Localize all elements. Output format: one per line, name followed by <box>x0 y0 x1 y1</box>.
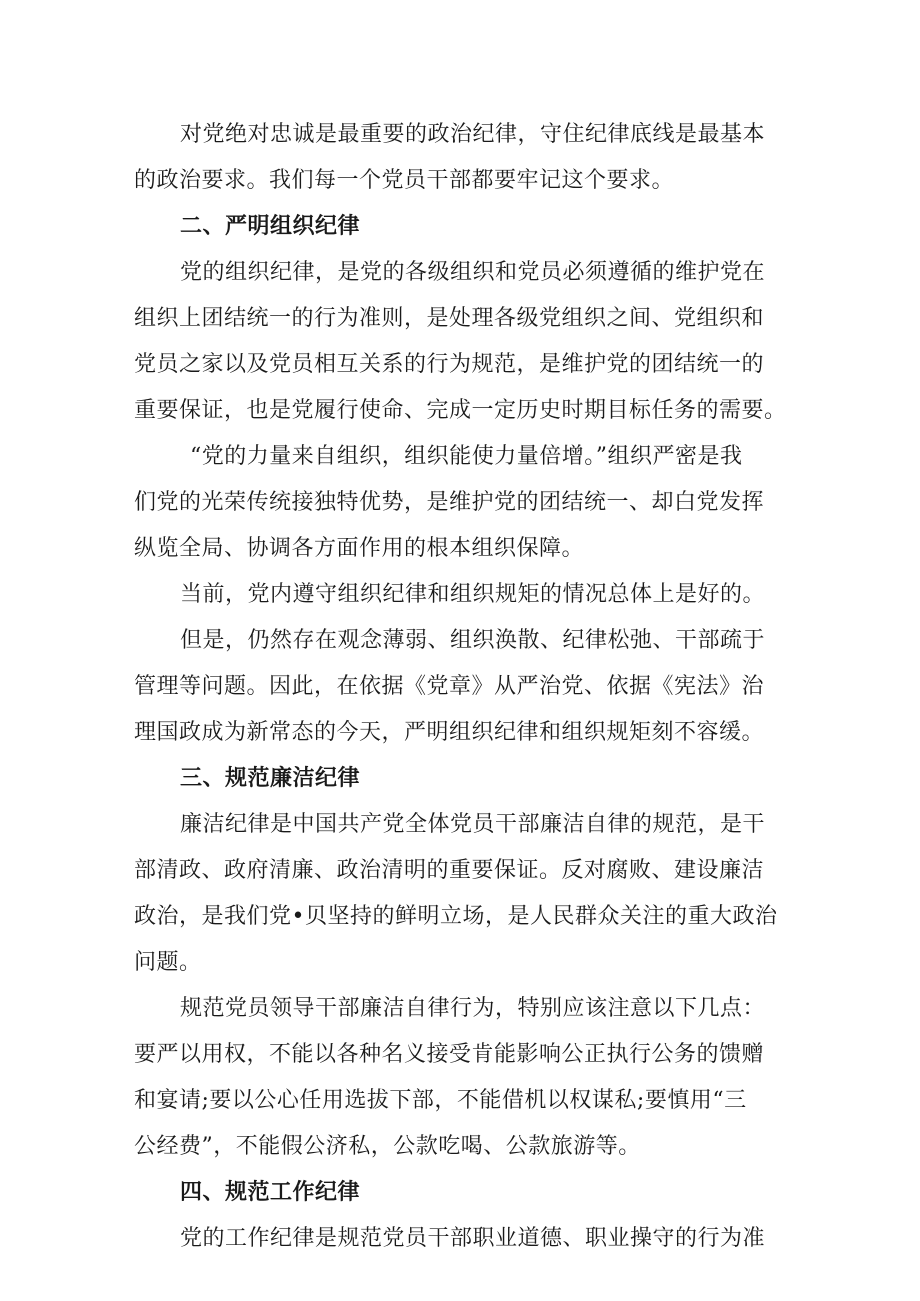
paragraph-line: “党的力量来自组织，组织能使力量倍增。”组织严密是我 <box>190 444 743 469</box>
section-heading: 四、规范工作纪律 <box>180 1180 361 1205</box>
paragraph-line: 纵览全局、协调各方面作用的根本组织保障。 <box>134 536 585 561</box>
document-body <box>134 112 794 1262</box>
paragraph-line: 重要保证，也是党履行使命、完成一定历史时期目标任务的需要。 <box>134 398 787 423</box>
paragraph-line: 对党绝对忠诚是最重要的政治纪律，守住纪律底线是最基本 <box>180 122 766 147</box>
paragraph-line: 问题。 <box>134 950 202 975</box>
paragraph-line: 规范党员领导干部廉洁自律行为，特别应该注意以下几点： <box>180 996 766 1021</box>
paragraph-line: 廉洁纪律是中国共产党全体党员干部廉洁自律的规范，是干 <box>180 812 766 837</box>
paragraph-line: 要严以用权，不能以各种名义接受肯能影响公正执行公务的馈赠 <box>134 1042 765 1067</box>
paragraph-line: 当前，党内遵守组织纪律和组织规矩的情况总体上是好的。 <box>180 582 766 607</box>
paragraph-line: 党的工作纪律是规范党员干部职业道德、职业操守的行为准 <box>180 1226 766 1251</box>
section-heading: 三、规范廉洁纪律 <box>180 766 361 791</box>
paragraph-line: 党员之家以及党员相互关系的行为规范，是维护党的团结统一的 <box>134 352 765 377</box>
paragraph-line: 和宴请;要以公心任用选拔下部，不能借机以权谋私;要慎用“三 <box>134 1088 747 1113</box>
paragraph-line: 党的组织纪律，是党的各级组织和党员必须遵循的维护党在 <box>180 260 766 285</box>
paragraph-line: 公经费”，不能假公济私，公款吃喝、公款旅游等。 <box>134 1134 641 1159</box>
paragraph-line: 们党的光荣传统接独特优势，是维护党的团结统一、却白党发挥 <box>134 490 765 515</box>
paragraph-line: 但是，仍然存在观念薄弱、组织涣散、纪律松弛、干部疏于 <box>180 628 766 653</box>
paragraph-line: 部清政、政府清廉、政治清明的重要保证。反对腐败、建设廉洁 <box>134 858 765 883</box>
section-heading: 二、严明组织纪律 <box>180 214 361 239</box>
paragraph-line: 理国政成为新常态的今天，严明组织纪律和组织规矩刻不容缓。 <box>134 720 765 745</box>
paragraph-line: 组织上团结统一的行为准则，是处理各级党组织之间、党组织和 <box>134 306 765 331</box>
paragraph-line: 的政治要求。我们每一个党员干部都要牢记这个要求。 <box>134 168 675 193</box>
paragraph-line: 管理等问题。因此，在依据《党章》从严治党、依据《宪法》治 <box>134 674 765 699</box>
paragraph-line: 政治，是我们党•贝坚持的鲜明立场，是人民群众关注的重大政治 <box>134 904 778 929</box>
